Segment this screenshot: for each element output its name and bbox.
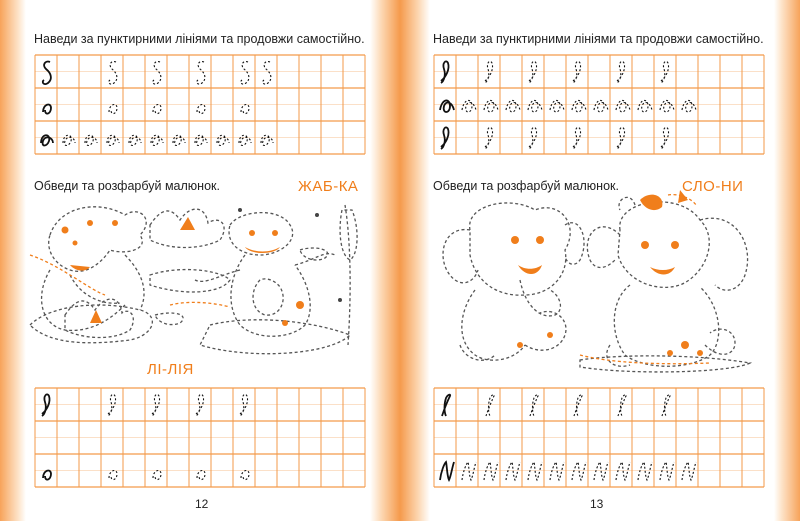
word-frog: ЖАБ-КА xyxy=(298,178,359,195)
trace-glyph xyxy=(239,135,251,145)
trace-glyph xyxy=(43,105,51,114)
writing-grid-top xyxy=(35,55,365,155)
word-elephants: СЛО-НИ xyxy=(682,178,744,195)
writing-grid-top xyxy=(434,55,764,155)
trace-glyph xyxy=(616,462,630,480)
trace-glyph xyxy=(63,135,75,145)
trace-glyph xyxy=(441,61,449,83)
trace-glyph xyxy=(43,62,51,85)
writing-grid-bottom xyxy=(434,388,764,488)
trace-glyph xyxy=(107,135,119,145)
trace-glyph xyxy=(109,471,117,480)
trace-glyph xyxy=(462,100,476,112)
trace-glyph xyxy=(129,135,141,145)
trace-glyph xyxy=(485,61,493,83)
trace-glyph xyxy=(173,135,185,145)
trace-glyph xyxy=(240,394,248,416)
color-instruction: Обведи та розфарбуй малюнок. xyxy=(433,179,619,193)
word-lily: ЛІ-ЛІЯ xyxy=(147,361,194,378)
trace-glyph xyxy=(573,127,581,149)
trace-glyph xyxy=(528,100,542,112)
trace-glyph xyxy=(550,100,564,112)
page-number: 12 xyxy=(195,497,209,511)
trace-glyph xyxy=(661,61,669,83)
elephants-illustration xyxy=(430,195,770,375)
page-edge-shadow xyxy=(0,0,26,521)
trace-glyph xyxy=(594,462,608,480)
trace-glyph xyxy=(573,61,581,83)
trace-glyph xyxy=(485,127,493,149)
trace-glyph xyxy=(217,135,229,145)
trace-glyph xyxy=(109,105,117,114)
color-instruction: Обведи та розфарбуй малюнок. xyxy=(34,179,220,193)
page-number: 13 xyxy=(590,497,604,511)
page-edge-shadow xyxy=(774,0,800,521)
trace-glyph xyxy=(440,462,454,480)
trace-glyph xyxy=(85,135,97,145)
writing-grid-bottom xyxy=(35,388,365,488)
trace-glyph xyxy=(263,62,271,85)
trace-glyph xyxy=(441,127,449,149)
trace-glyph xyxy=(662,395,670,416)
trace-glyph xyxy=(197,471,205,480)
trace-glyph xyxy=(151,135,163,145)
trace-glyph xyxy=(682,462,696,480)
trace-glyph xyxy=(241,471,249,480)
right-page xyxy=(400,0,800,521)
trace-glyph xyxy=(109,62,117,85)
trace-glyph xyxy=(484,100,498,112)
trace-glyph xyxy=(197,105,205,114)
trace-glyph xyxy=(660,462,674,480)
trace-glyph xyxy=(616,100,630,112)
trace-glyph xyxy=(108,394,116,416)
trace-glyph xyxy=(261,135,273,145)
trace-glyph xyxy=(241,62,249,85)
trace-glyph xyxy=(442,395,450,416)
trace-glyph xyxy=(153,62,161,85)
trace-glyph xyxy=(529,61,537,83)
trace-glyph xyxy=(617,127,625,149)
trace-glyph xyxy=(660,100,674,112)
trace-glyph xyxy=(550,462,564,480)
trace-glyph xyxy=(572,100,586,112)
trace-instruction: Наведи за пунктирними лініями та продовжи самостійно. xyxy=(34,32,365,46)
trace-glyph xyxy=(661,127,669,149)
frog-lily-illustration xyxy=(30,195,365,370)
trace-glyph xyxy=(594,100,608,112)
trace-instruction: Наведи за пунктирними лініями та продовжи самостійно. xyxy=(433,32,764,46)
trace-glyph xyxy=(506,462,520,480)
trace-glyph xyxy=(153,471,161,480)
trace-glyph xyxy=(528,462,542,480)
trace-glyph xyxy=(638,100,652,112)
trace-glyph xyxy=(462,462,476,480)
trace-glyph xyxy=(530,395,538,416)
trace-glyph xyxy=(506,100,520,112)
trace-glyph xyxy=(152,394,160,416)
trace-glyph xyxy=(241,105,249,114)
trace-glyph xyxy=(440,100,454,112)
trace-glyph xyxy=(618,395,626,416)
trace-glyph xyxy=(574,395,582,416)
gutter-shadow xyxy=(370,0,400,521)
trace-glyph xyxy=(42,394,50,416)
trace-glyph xyxy=(682,100,696,112)
trace-glyph xyxy=(195,135,207,145)
trace-glyph xyxy=(43,471,51,480)
trace-glyph xyxy=(572,462,586,480)
trace-glyph xyxy=(484,462,498,480)
gutter-shadow xyxy=(400,0,430,521)
trace-glyph xyxy=(486,395,494,416)
trace-glyph xyxy=(196,394,204,416)
trace-glyph xyxy=(41,135,53,145)
trace-glyph xyxy=(197,62,205,85)
trace-glyph xyxy=(153,105,161,114)
trace-glyph xyxy=(617,61,625,83)
trace-glyph xyxy=(529,127,537,149)
trace-glyph xyxy=(638,462,652,480)
